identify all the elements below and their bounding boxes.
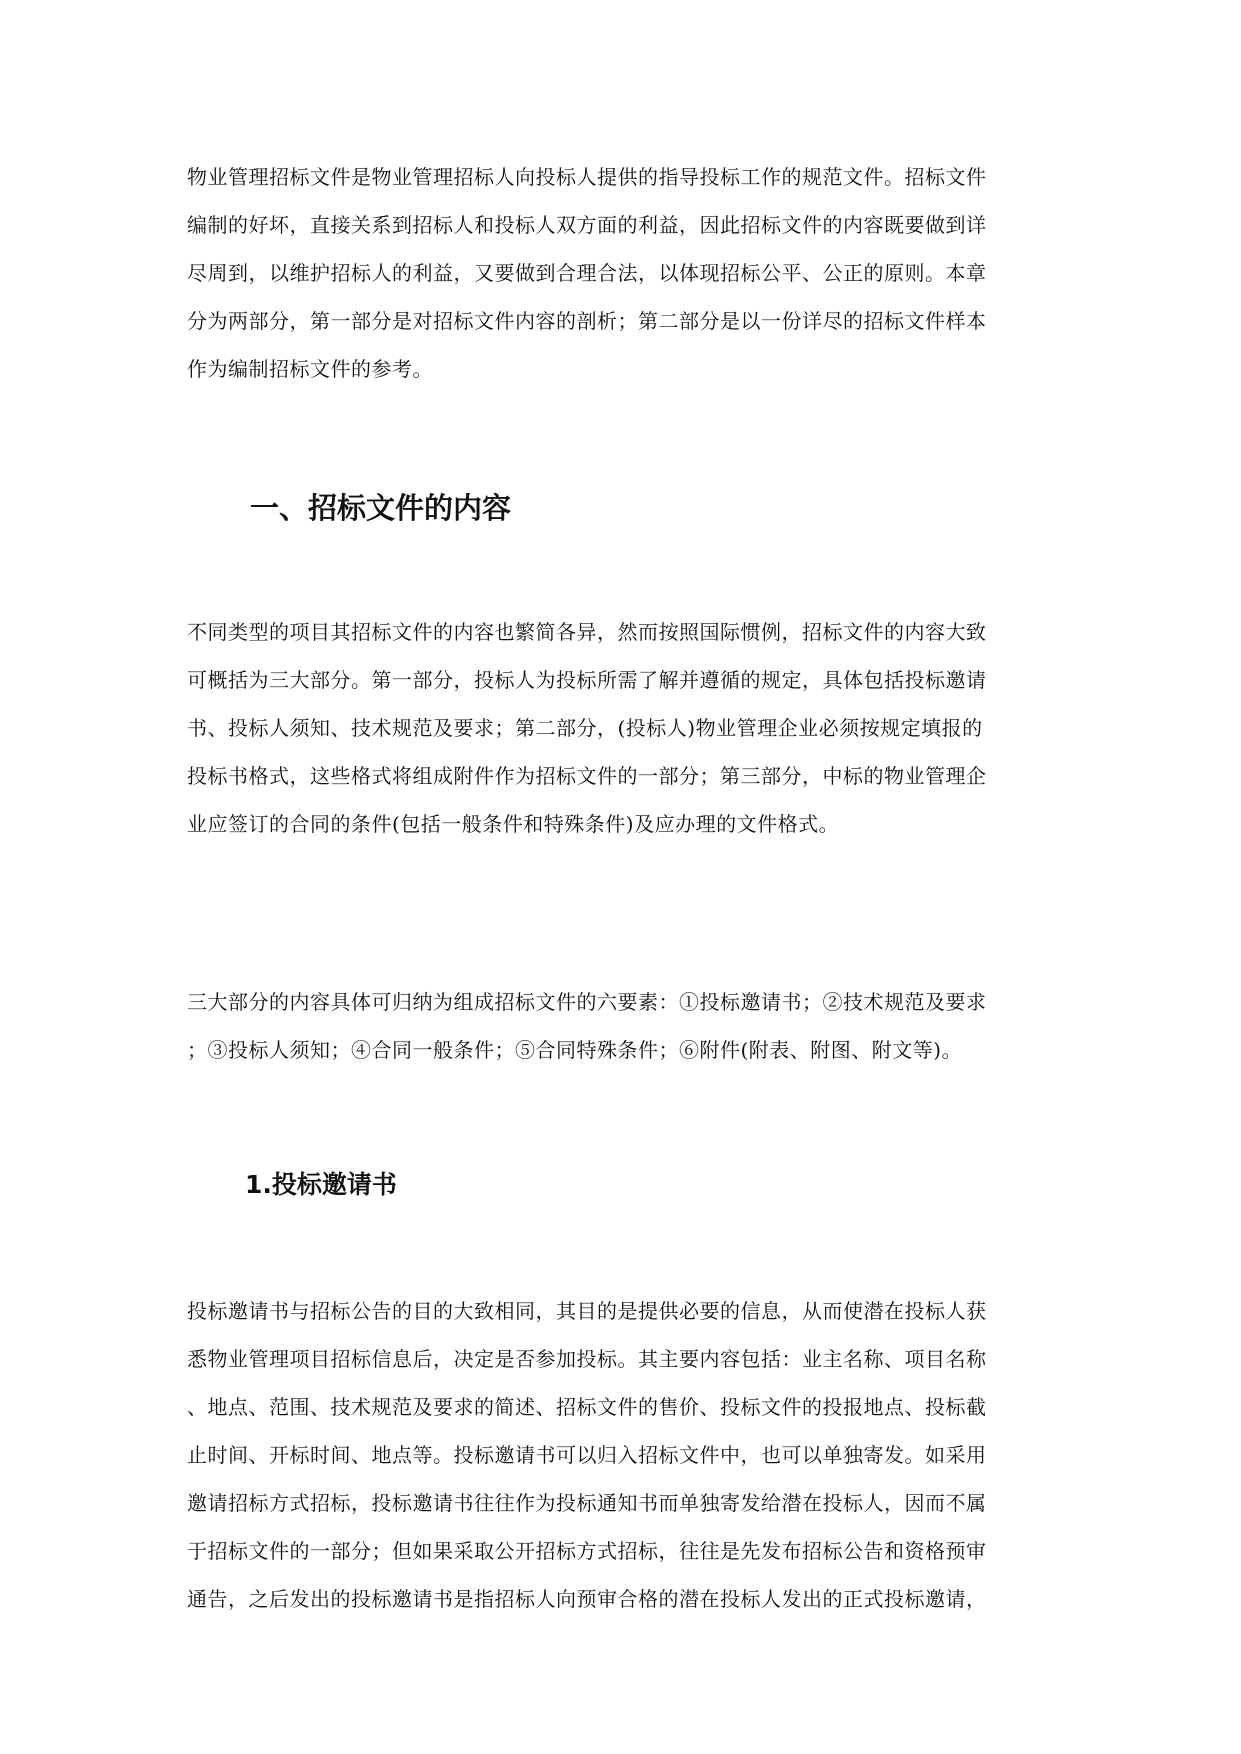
text-line: 分为两部分，第一部分是对招标文件内容的剖析；第二部分是以一份详尽的招标文件样本 <box>187 309 987 333</box>
text-line: 三大部分的内容具体可归纳为组成招标文件的六要素：①投标邀请书；②技术规范及要求 <box>187 990 987 1014</box>
text-line: 物业管理招标文件是物业管理招标人向投标人提供的指导投标工作的规范文件。招标文件 <box>187 165 987 189</box>
section-heading-contents: 一、招标文件的内容 <box>250 491 512 525</box>
text-line: 悉物业管理项目招标信息后，决定是否参加投标。其主要内容包括：业主名称、项目名称 <box>187 1347 987 1371</box>
text-line: 书、投标人须知、技术规范及要求；第二部分，(投标人)物业管理企业必须按规定填报的 <box>187 716 983 740</box>
text-line: 通告，之后发出的投标邀请书是指招标人向预审合格的潜在投标人发出的正式投标邀请， <box>187 1587 987 1611</box>
text-line: 作为编制招标文件的参考。 <box>187 357 433 381</box>
text-line: 不同类型的项目其招标文件的内容也繁简各异，然而按照国际惯例，招标文件的内容大致 <box>187 620 987 644</box>
text-line: 投标邀请书与招标公告的目的大致相同，其目的是提供必要的信息，从而使潜在投标人获 <box>187 1299 987 1323</box>
text-line: 邀请招标方式招标，投标邀请书往往作为投标通知书而单独寄发给潜在投标人，因而不属 <box>187 1491 987 1515</box>
text-line: 可概括为三大部分。第一部分，投标人为投标所需了解并遵循的规定，具体包括投标邀请 <box>187 668 987 692</box>
invitation-paragraph <box>187 1287 1057 1623</box>
text-line: 业应签订的合同的条件(包括一般条件和特殊条件)及应办理的文件格式。 <box>187 812 840 836</box>
subsection-heading-invitation: 1.投标邀请书 <box>245 1170 397 1199</box>
text-line: 编制的好坏，直接关系到招标人和投标人双方面的利益，因此招标文件的内容既要做到详 <box>187 213 987 237</box>
contents-paragraph <box>187 608 1057 848</box>
text-line: 、地点、范围、技术规范及要求的简述、招标文件的售价、投标文件的投报地点、投标截 <box>187 1395 987 1419</box>
text-line: ；③投标人须知；④合同一般条件；⑤合同特殊条件；⑥附件(附表、附图、附文等)。 <box>187 1038 963 1062</box>
text-line: 投标书格式，这些格式将组成附件作为招标文件的一部分；第三部分，中标的物业管理企 <box>187 764 987 788</box>
six-elements-paragraph <box>187 978 1057 1074</box>
text-line: 于招标文件的一部分；但如果采取公开招标方式招标，往往是先发布招标公告和资格预审 <box>187 1539 987 1563</box>
text-line: 止时间、开标时间、地点等。投标邀请书可以归入招标文件中，也可以单独寄发。如采用 <box>187 1443 987 1467</box>
text-line: 尽周到，以维护招标人的利益，又要做到合理合法，以体现招标公平、公正的原则。本章 <box>187 261 987 285</box>
intro-paragraph <box>187 153 1057 393</box>
